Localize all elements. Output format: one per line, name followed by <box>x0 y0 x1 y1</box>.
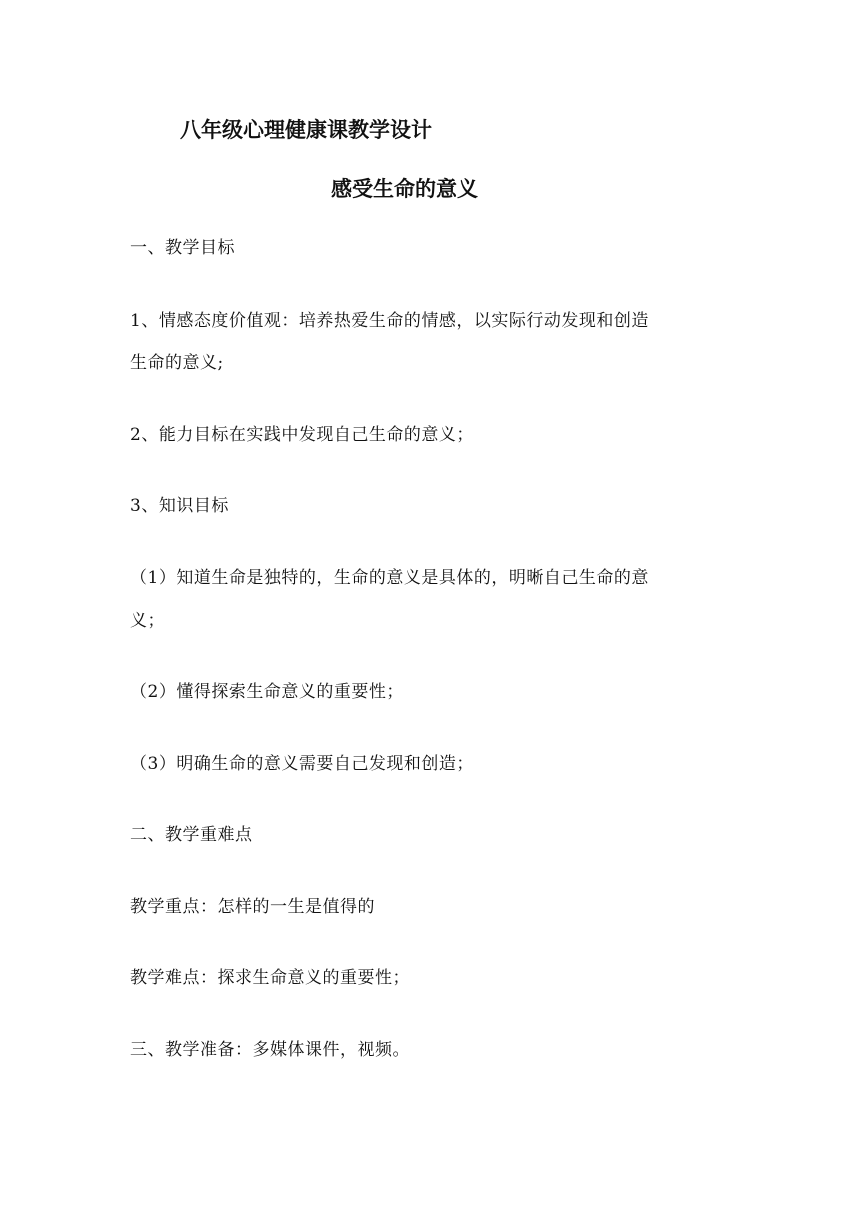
paragraph-line: （2）懂得探索生命意义的重要性； <box>130 682 404 702</box>
paragraph-line: 教学难点：探求生命意义的重要性； <box>130 968 410 988</box>
paragraph-line: 生命的意义; <box>130 353 224 373</box>
paragraph-line: 3、知识目标 <box>130 496 229 516</box>
paragraph-line: 教学重点：怎样的一生是值得的 <box>130 897 375 917</box>
paragraph-line: 1、情感态度价值观：培养热爱生命的情感，以实际行动发现和创造 <box>130 311 649 331</box>
paragraph-line: （3）明确生命的意义需要自己发现和创造； <box>130 754 474 774</box>
paragraph-line: 义； <box>130 611 165 631</box>
section-heading-preparation: 三、教学准备：多媒体课件，视频。 <box>130 1040 410 1060</box>
paragraph-line: （1）知道生命是独特的，生命的意义是具体的，明晰自己生命的意 <box>130 568 649 588</box>
section-heading-objectives: 一、教学目标 <box>130 238 235 258</box>
document-title: 八年级心理健康课教学设计 <box>180 118 432 142</box>
section-heading-key-points: 二、教学重难点 <box>130 825 253 845</box>
paragraph-line: 2、能力目标在实践中发现自己生命的意义； <box>130 425 474 445</box>
document-subtitle: 感受生命的意义 <box>331 177 478 201</box>
